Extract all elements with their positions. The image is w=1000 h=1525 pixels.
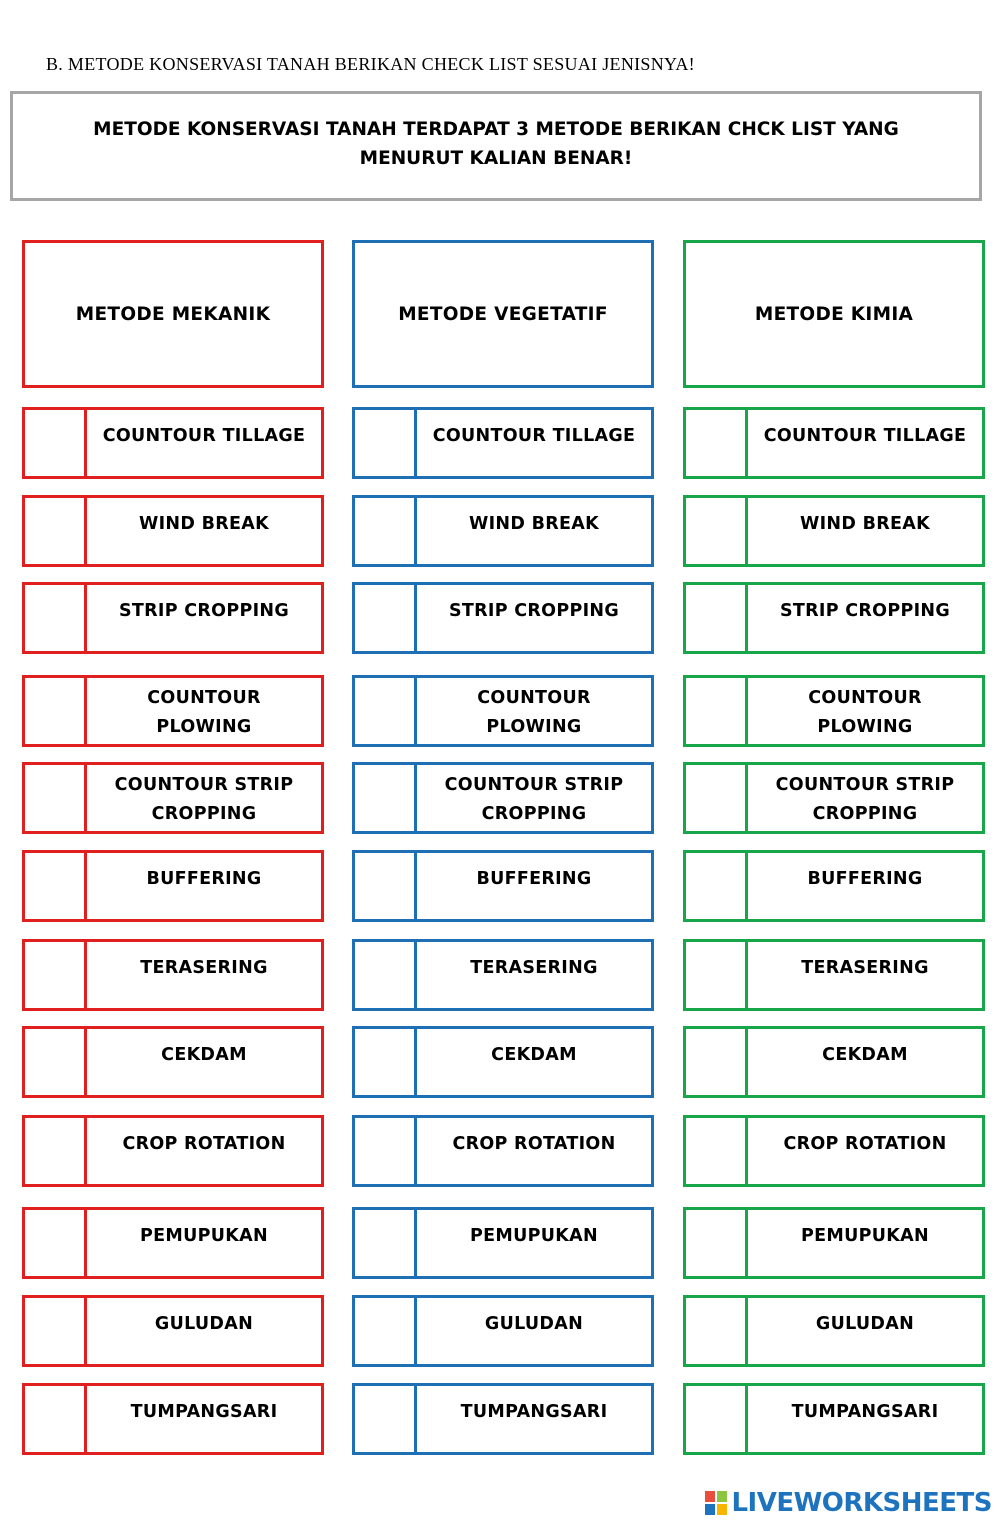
item-label: COUNTOUR PLOWING: [808, 688, 922, 737]
checkbox[interactable]: [686, 1210, 748, 1276]
item-label: TERASERING: [801, 958, 929, 978]
item-label: COUNTOUR TILLAGE: [102, 426, 306, 446]
item-label: BUFFERING: [807, 869, 923, 889]
item-row: [352, 939, 654, 1011]
checkbox[interactable]: [25, 853, 87, 919]
item-row: [683, 939, 985, 1011]
item-row: [683, 495, 985, 567]
item-row: [352, 1207, 654, 1279]
checkbox[interactable]: [686, 410, 748, 476]
checkbox[interactable]: [25, 765, 87, 831]
checkbox[interactable]: [686, 942, 748, 1008]
item-row: [352, 407, 654, 479]
item-row: [22, 1115, 324, 1187]
item-row: [683, 1295, 985, 1367]
item-label: TERASERING: [470, 958, 598, 978]
item-row: [683, 762, 985, 834]
item-label: CEKDAM: [161, 1045, 247, 1065]
liveworksheets-logo-text: LIVEWORKSHEETS: [731, 1488, 992, 1518]
item-row: [22, 1295, 324, 1367]
item-label: COUNTOUR PLOWING: [477, 688, 591, 737]
item-row: [683, 1115, 985, 1187]
checkbox[interactable]: [686, 498, 748, 564]
checkbox[interactable]: [686, 585, 748, 651]
checkbox[interactable]: [25, 1029, 87, 1095]
checkbox[interactable]: [25, 498, 87, 564]
item-label: TUMPANGSARI: [130, 1402, 278, 1422]
item-label: CROP ROTATION: [122, 1134, 286, 1154]
checkbox[interactable]: [355, 1029, 417, 1095]
checkbox[interactable]: [355, 853, 417, 919]
item-row: [22, 407, 324, 479]
item-label: PEMUPUKAN: [470, 1226, 598, 1246]
item-row: [352, 850, 654, 922]
instruction-text: METODE KONSERVASI TANAH TERDAPAT 3 METODE BERIKAN CHCK LIST YANG MENURUT KALIAN BENAR!: [93, 119, 899, 169]
checkbox[interactable]: [686, 678, 748, 744]
checkbox[interactable]: [686, 853, 748, 919]
item-label: COUNTOUR TILLAGE: [432, 426, 636, 446]
checkbox[interactable]: [25, 1386, 87, 1452]
checkbox[interactable]: [25, 678, 87, 744]
liveworksheets-logo: [704, 1488, 992, 1518]
item-label: PEMUPUKAN: [140, 1226, 268, 1246]
item-label: CROP ROTATION: [452, 1134, 616, 1154]
item-label: CEKDAM: [822, 1045, 908, 1065]
item-row: [352, 675, 654, 747]
item-label: STRIP CROPPING: [448, 601, 619, 621]
checkbox[interactable]: [25, 410, 87, 476]
item-label: PEMUPUKAN: [801, 1226, 929, 1246]
item-row: [352, 495, 654, 567]
checkbox[interactable]: [355, 1298, 417, 1364]
item-label: STRIP CROPPING: [118, 601, 289, 621]
item-row: [683, 1207, 985, 1279]
item-label: COUNTOUR TILLAGE: [763, 426, 967, 446]
item-row: [352, 1295, 654, 1367]
checkbox[interactable]: [355, 1386, 417, 1452]
checkbox[interactable]: [25, 1210, 87, 1276]
item-row: [683, 582, 985, 654]
checkbox[interactable]: [355, 678, 417, 744]
item-label: TERASERING: [140, 958, 268, 978]
item-label: GULUDAN: [815, 1314, 915, 1334]
item-label: COUNTOUR STRIP CROPPING: [444, 775, 624, 824]
item-row: [352, 762, 654, 834]
item-row: [22, 1207, 324, 1279]
item-label: WIND BREAK: [469, 514, 599, 534]
item-label: COUNTOUR STRIP CROPPING: [775, 775, 955, 824]
item-label: COUNTOUR PLOWING: [147, 688, 261, 737]
item-row: [22, 939, 324, 1011]
item-row: [683, 675, 985, 747]
item-label: CEKDAM: [491, 1045, 577, 1065]
checkbox[interactable]: [355, 765, 417, 831]
item-row: [22, 762, 324, 834]
item-label: COUNTOUR STRIP CROPPING: [114, 775, 294, 824]
checkbox[interactable]: [686, 765, 748, 831]
checkbox[interactable]: [355, 585, 417, 651]
checkbox[interactable]: [355, 1118, 417, 1184]
checkbox[interactable]: [25, 942, 87, 1008]
item-row: [22, 582, 324, 654]
column-header-kimia: METODE KIMIA: [683, 240, 985, 388]
item-row: [352, 582, 654, 654]
item-row: [352, 1115, 654, 1187]
item-label: WIND BREAK: [800, 514, 930, 534]
checkbox[interactable]: [686, 1118, 748, 1184]
item-row: [22, 1026, 324, 1098]
section-title: B. METODE KONSERVASI TANAH BERIKAN CHECK LIST SESUAI JENISNYA!: [46, 54, 695, 74]
checkbox[interactable]: [355, 1210, 417, 1276]
item-label: STRIP CROPPING: [779, 601, 950, 621]
item-row: [683, 407, 985, 479]
item-label: WIND BREAK: [139, 514, 269, 534]
instruction-box: [10, 91, 982, 201]
item-label: BUFFERING: [146, 869, 262, 889]
item-row: [22, 850, 324, 922]
checkbox[interactable]: [686, 1386, 748, 1452]
item-row: [22, 495, 324, 567]
item-row: [352, 1026, 654, 1098]
item-row: [352, 1383, 654, 1455]
item-label: GULUDAN: [154, 1314, 254, 1334]
checkbox[interactable]: [686, 1029, 748, 1095]
checkbox[interactable]: [25, 585, 87, 651]
item-row: [683, 850, 985, 922]
item-row: [683, 1026, 985, 1098]
item-row: [683, 1383, 985, 1455]
checkbox[interactable]: [355, 942, 417, 1008]
checkbox[interactable]: [25, 1118, 87, 1184]
item-label: CROP ROTATION: [783, 1134, 947, 1154]
item-label: GULUDAN: [484, 1314, 584, 1334]
item-label: TUMPANGSARI: [791, 1402, 939, 1422]
checkbox[interactable]: [355, 410, 417, 476]
checkbox[interactable]: [355, 498, 417, 564]
item-row: [22, 675, 324, 747]
checkbox[interactable]: [25, 1298, 87, 1364]
column-header-vegetatif: METODE VEGETATIF: [352, 240, 654, 388]
item-label: TUMPANGSARI: [460, 1402, 608, 1422]
liveworksheets-logo-icon: [704, 1490, 728, 1516]
item-row: [22, 1383, 324, 1455]
item-label: BUFFERING: [476, 869, 592, 889]
column-header-mekanik: METODE MEKANIK: [22, 240, 324, 388]
checkbox[interactable]: [686, 1298, 748, 1364]
